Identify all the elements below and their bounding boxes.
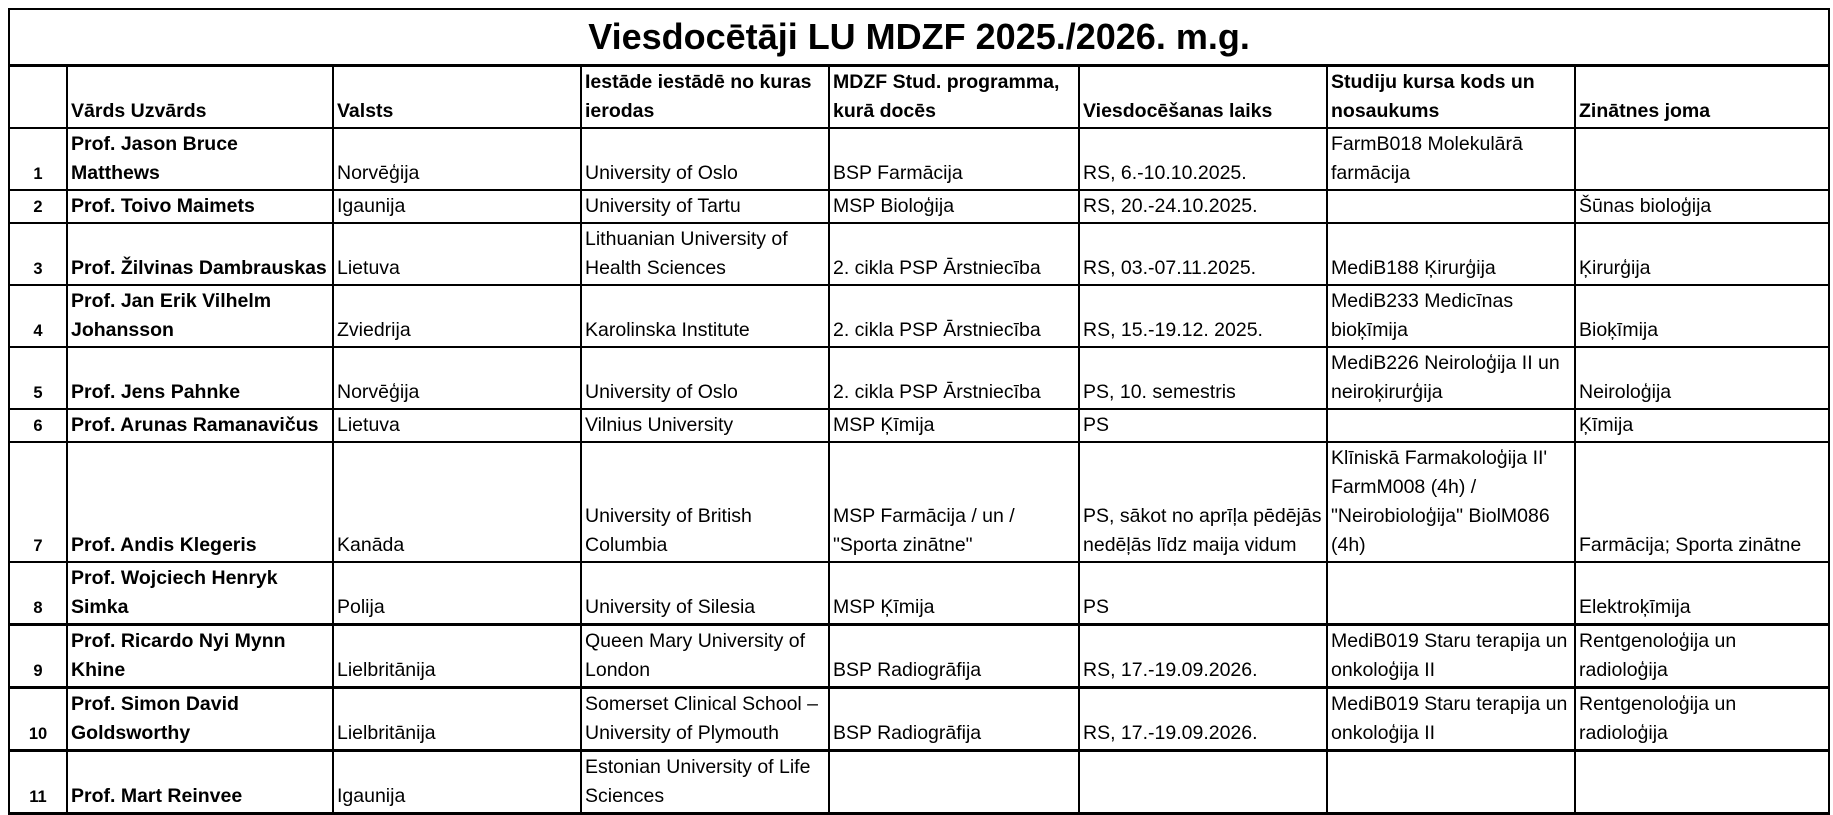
header-institution: Iestāde iestādē no kuras ierodas xyxy=(581,66,829,129)
row-institution: University of Oslo xyxy=(581,347,829,409)
row-country: Norvēģija xyxy=(333,347,581,409)
row-name: Prof. Jens Pahnke xyxy=(67,347,333,409)
row-num: 1 xyxy=(9,128,67,190)
table-row xyxy=(9,562,1829,625)
row-country: Lielbritānija xyxy=(333,625,581,688)
row-course: MediB226 Neiroloģija II un neiroķirurģija xyxy=(1327,347,1575,409)
row-country: Igaunija xyxy=(333,751,581,814)
row-field: Farmācija; Sporta zinātne xyxy=(1575,442,1829,562)
row-name: Prof. Žilvinas Dambrauskas xyxy=(67,223,333,285)
row-name: Prof. Jan Erik Vilhelm Johansson xyxy=(67,285,333,347)
row-time xyxy=(1079,751,1327,814)
row-time: RS, 20.-24.10.2025. xyxy=(1079,190,1327,223)
table-row xyxy=(9,128,1829,190)
row-course: MediB188 Ķirurģija xyxy=(1327,223,1575,285)
row-num: 6 xyxy=(9,409,67,442)
row-course xyxy=(1327,190,1575,223)
row-name: Prof. Arunas Ramanavičus xyxy=(67,409,333,442)
row-field: Bioķīmija xyxy=(1575,285,1829,347)
row-program: BSP Radiogrāfija xyxy=(829,625,1079,688)
row-field: Ķirurģija xyxy=(1575,223,1829,285)
table-row xyxy=(9,190,1829,223)
row-institution: Lithuanian University of Health Sciences xyxy=(581,223,829,285)
row-field xyxy=(1575,751,1829,814)
row-time: PS, sākot no aprīļa pēdējās nedēļās līdz maija vidum xyxy=(1079,442,1327,562)
row-course xyxy=(1327,409,1575,442)
row-institution: University of Oslo xyxy=(581,128,829,190)
row-time: RS, 15.-19.12. 2025. xyxy=(1079,285,1327,347)
row-time: RS, 03.-07.11.2025. xyxy=(1079,223,1327,285)
row-country: Lietuva xyxy=(333,223,581,285)
row-field: Elektroķīmija xyxy=(1575,562,1829,625)
row-num: 9 xyxy=(9,625,67,688)
row-program xyxy=(829,751,1079,814)
row-field: Rentgenoloģija un radioloģija xyxy=(1575,688,1829,751)
row-field xyxy=(1575,128,1829,190)
row-course: MediB019 Staru terapija un onkoloģija II xyxy=(1327,625,1575,688)
header-num xyxy=(9,66,67,129)
row-course: MediB019 Staru terapija un onkoloģija II xyxy=(1327,688,1575,751)
table-row xyxy=(9,625,1829,688)
table-row xyxy=(9,347,1829,409)
row-institution: Estonian University of Life Sciences xyxy=(581,751,829,814)
table-row xyxy=(9,285,1829,347)
row-time: RS, 17.-19.09.2026. xyxy=(1079,625,1327,688)
row-field: Šūnas bioloģija xyxy=(1575,190,1829,223)
row-num: 3 xyxy=(9,223,67,285)
table-row xyxy=(9,409,1829,442)
spreadsheet xyxy=(8,8,1828,815)
row-program: MSP Farmācija / un / "Sporta zinātne" xyxy=(829,442,1079,562)
row-time: PS xyxy=(1079,562,1327,625)
row-program: MSP Ķīmija xyxy=(829,409,1079,442)
row-name: Prof. Simon David Goldsworthy xyxy=(67,688,333,751)
row-course: Klīniskā Farmakoloģija II' FarmM008 (4h) / "Neirobioloģija" BiolM086 (4h) xyxy=(1327,442,1575,562)
row-program: BSP Farmācija xyxy=(829,128,1079,190)
row-num: 5 xyxy=(9,347,67,409)
row-time: PS, 10. semestris xyxy=(1079,347,1327,409)
row-field: Neiroloģija xyxy=(1575,347,1829,409)
row-course: FarmB018 Molekulārā farmācija xyxy=(1327,128,1575,190)
row-name: Prof. Toivo Maimets xyxy=(67,190,333,223)
header-field: Zinātnes joma xyxy=(1575,66,1829,129)
row-course xyxy=(1327,751,1575,814)
header-country: Valsts xyxy=(333,66,581,129)
header-program: MDZF Stud. programma, kurā docēs xyxy=(829,66,1079,129)
table-row xyxy=(9,751,1829,814)
row-country: Lietuva xyxy=(333,409,581,442)
row-num: 8 xyxy=(9,562,67,625)
header-name: Vārds Uzvārds xyxy=(67,66,333,129)
row-program: 2. cikla PSP Ārstniecība xyxy=(829,347,1079,409)
row-institution: Karolinska Institute xyxy=(581,285,829,347)
row-country: Polija xyxy=(333,562,581,625)
row-course: MediB233 Medicīnas bioķīmija xyxy=(1327,285,1575,347)
table-row xyxy=(9,688,1829,751)
row-country: Norvēģija xyxy=(333,128,581,190)
row-course xyxy=(1327,562,1575,625)
row-country: Igaunija xyxy=(333,190,581,223)
row-country: Kanāda xyxy=(333,442,581,562)
header-time: Viesdocēšanas laiks xyxy=(1079,66,1327,129)
row-name: Prof. Ricardo Nyi Mynn Khine xyxy=(67,625,333,688)
row-program: 2. cikla PSP Ārstniecība xyxy=(829,285,1079,347)
row-name: Prof. Andis Klegeris xyxy=(67,442,333,562)
row-program: MSP Ķīmija xyxy=(829,562,1079,625)
table-title: Viesdocētāji LU MDZF 2025./2026. m.g. xyxy=(9,9,1829,66)
row-institution: University of Silesia xyxy=(581,562,829,625)
row-num: 11 xyxy=(9,751,67,814)
table-row xyxy=(9,223,1829,285)
row-country: Zviedrija xyxy=(333,285,581,347)
header-course: Studiju kursa kods un nosaukums xyxy=(1327,66,1575,129)
table-row xyxy=(9,442,1829,562)
row-program: MSP Bioloģija xyxy=(829,190,1079,223)
row-country: Lielbritānija xyxy=(333,688,581,751)
row-program: BSP Radiogrāfija xyxy=(829,688,1079,751)
row-institution: Queen Mary University of London xyxy=(581,625,829,688)
row-institution: University of British Columbia xyxy=(581,442,829,562)
row-institution: Vilnius University xyxy=(581,409,829,442)
row-num: 7 xyxy=(9,442,67,562)
row-program: 2. cikla PSP Ārstniecība xyxy=(829,223,1079,285)
row-num: 10 xyxy=(9,688,67,751)
row-institution: Somerset Clinical School – University of Plymouth xyxy=(581,688,829,751)
row-name: Prof. Wojciech Henryk Simka xyxy=(67,562,333,625)
row-field: Rentgenoloģija un radioloģija xyxy=(1575,625,1829,688)
row-time: RS, 6.-10.10.2025. xyxy=(1079,128,1327,190)
row-time: PS xyxy=(1079,409,1327,442)
row-name: Prof. Jason Bruce Matthews xyxy=(67,128,333,190)
row-num: 2 xyxy=(9,190,67,223)
row-institution: University of Tartu xyxy=(581,190,829,223)
header-row xyxy=(9,66,1829,129)
row-num: 4 xyxy=(9,285,67,347)
row-name: Prof. Mart Reinvee xyxy=(67,751,333,814)
row-time: RS, 17.-19.09.2026. xyxy=(1079,688,1327,751)
guest-lecturers-table xyxy=(8,8,1830,815)
row-field: Ķīmija xyxy=(1575,409,1829,442)
